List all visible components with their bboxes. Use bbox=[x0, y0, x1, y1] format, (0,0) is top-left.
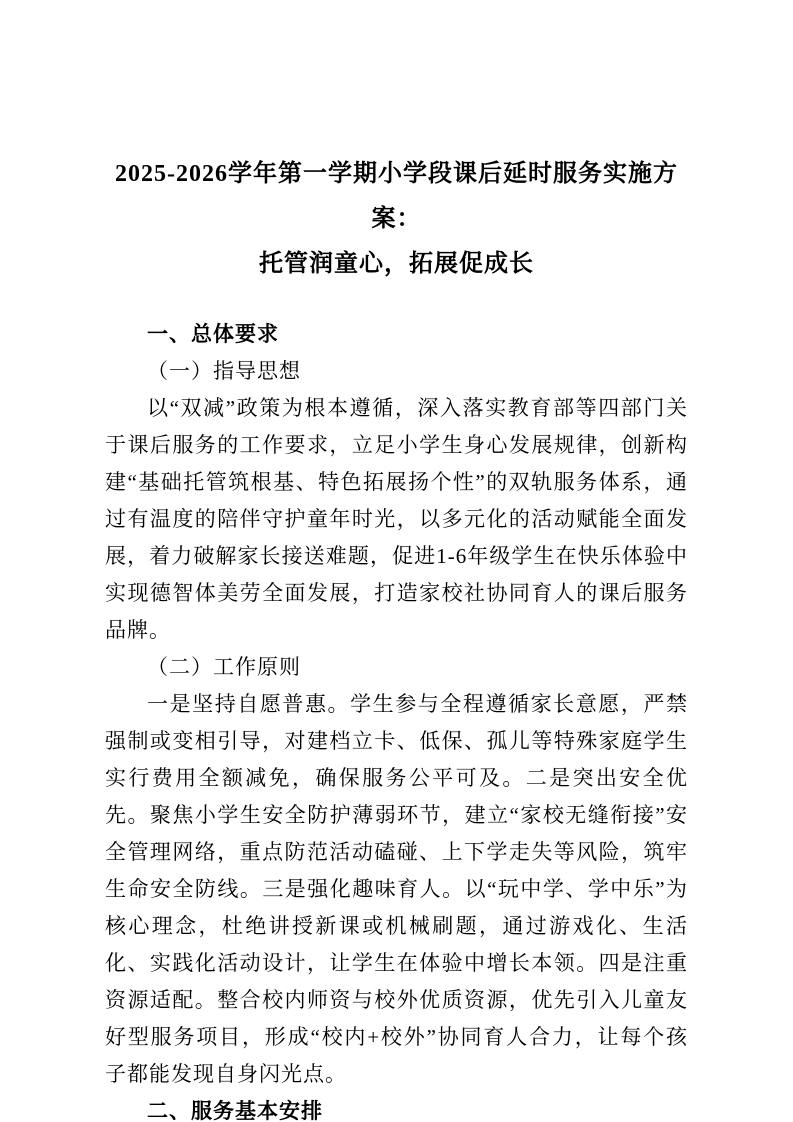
paragraph-guiding-ideology: 以“双减”政策为根本遵循，深入落实教育部等四部门关于课后服务的工作要求，立足小学生身心发展规律，创新构建“基础托管筑根基、特色拓展扬个性”的双轨服务体系，通过有温度的陪伴守护童年时光，以多元化的活动赋能全面发展，着力破解家长接送难题，促进1-6年级学生在快乐体验中实现德智体美劳全面发展，打造家校社协同育人的课后服务品牌。 bbox=[105, 396, 688, 642]
document-content bbox=[105, 152, 688, 1122]
subsection-heading-guiding-ideology: （一）指导思想 bbox=[147, 359, 301, 383]
subsection-heading-work-principles: （二）工作原则 bbox=[147, 655, 301, 679]
page-title bbox=[105, 152, 688, 287]
section-heading-overall-requirements: 一、总体要求 bbox=[147, 323, 279, 346]
section-heading-service-arrangements: 二、服务基本安排 bbox=[147, 1100, 323, 1122]
page-title-line-1: 2025-2026学年第一学期小学段课后延时服务实施方案： bbox=[115, 161, 678, 232]
paragraph-work-principles: 一是坚持自愿普惠。学生参与全程遵循家长意愿，严禁强制或变相引导，对建档立卡、低保、孤儿等特殊家庭学生实行费用全额减免，确保服务公平可及。二是突出安全优先。聚焦小学生安全防护薄弱环节，建立“家校无缝衔接”安全管理网络，重点防范活动磕碰、上下学走失等风险，筑牢生命安全防线。三是强化趣味育人。以“玩中学、学中乐”为核心理念，杜绝讲授新课或机械刷题，通过游戏化、生活化、实践化活动设计，让学生在体验中增长本领。四是注重资源适配。整合校内师资与校外优质资源，优先引入儿童友好型服务项目，形成“校内+校外”协同育人合力，让每个孩子都能发现自身闪光点。 bbox=[105, 692, 688, 1086]
page-title-line-2: 托管润童心，拓展促成长 bbox=[259, 251, 534, 277]
